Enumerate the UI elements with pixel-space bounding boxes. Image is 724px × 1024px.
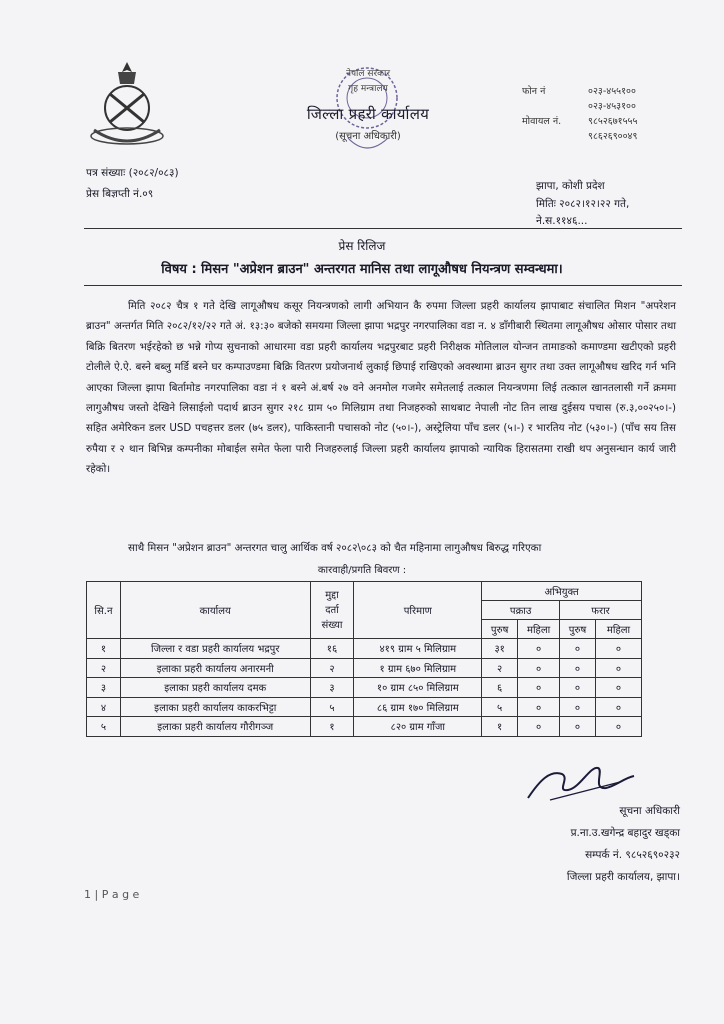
gov-line1: नेपाल सरकार: [345, 69, 391, 79]
date: मितिः २०८२।१२।२२ गते,: [536, 197, 630, 210]
table-row: २ इलाका प्रहरी कार्यालय अनारमनी २ १ ग्राम ६७० मिलिग्राम २ ० ० ०: [87, 658, 642, 678]
office-subtitle: (सूचना अधिकारी): [335, 131, 401, 142]
contact-row: फोन नं ०२३-४५५१००: [522, 86, 636, 97]
signatory-contact: सम्पर्क नं. ९८५२६९०२३२: [585, 849, 680, 861]
body-text: [86, 296, 676, 480]
th-office: कार्यालय: [120, 582, 310, 639]
th-sn: सि.न: [87, 582, 121, 639]
table-caption: कारवाही/प्रगति बिवरण :: [317, 565, 407, 576]
th-male: पुरुष: [482, 620, 518, 639]
table-row: १ जिल्ला र वडा प्रहरी कार्यालय भद्रपुर १६ ४१९ ग्राम ५ मिलिग्राम ३१ ० ० ०: [87, 639, 642, 659]
letter-number: पत्र संख्याः (२०८२/०८३): [86, 167, 179, 179]
press-number: प्रेस बिज्ञप्ती नं.०९: [86, 188, 154, 200]
closing-line: साथै मिसन "अप्रेशन ब्राउन" अन्तरगत चालु आर्थिक वर्ष २०८२\०८३ को चैत महिनामा लागुऔषध बिरुद्ध गरिएका: [128, 542, 542, 554]
th-arrested: पक्राउ: [482, 601, 560, 620]
th-accused: अभियुक्त: [482, 582, 642, 601]
nepal-sambat: ने.स.११४६...: [536, 215, 588, 227]
th-cases: मुद्दा दर्ता संख्या: [310, 582, 354, 639]
location-date: [536, 178, 629, 231]
divider: [84, 285, 682, 286]
page-footer: 1 | P a g e: [84, 888, 140, 901]
signatory-office: जिल्ला प्रहरी कार्यालय, झापा।: [566, 871, 680, 883]
contact-row: ०२३-४५३१००: [588, 101, 636, 112]
table-row: ५ इलाका प्रहरी कार्यालय गौरीगञ्ज १ ८२० ग्राम गाँजा १ ० ० ०: [87, 717, 642, 737]
th-absconding: फरार: [560, 601, 642, 620]
signatory-block: [480, 800, 680, 888]
office-title: जिल्ला प्रहरी कार्यालय: [306, 105, 430, 123]
press-title: प्रेस रिलिज: [338, 239, 386, 253]
th-quantity: परिमाण: [354, 582, 482, 639]
table-row: ३ इलाका प्रहरी कार्यालय दमक ३ १० ग्राम ८५० मिलिग्राम ६ ० ० ०: [87, 678, 642, 698]
body-paragraph: मिति २०८२ चैत्र १ गते देखि लागूऔषध कसूर नियन्त्रणको लागी अभियान कै रुपमा जिल्ला प्रहरी कार्यालय झापाबाट संचालित मिशन "अपरेशन ब्राउन" अन्तर्गत मिति २०८२/१२/२२ गते अं. १३:३० बजेको समयमा जिल्ला झापा भद्रपुर नगरपालिका वडा न. ४ डाँगीबारी स्थितमा लागूऔषध ओसार पोसार तथा बिक्रि बितरण भईरहेको छ भन्ने गोप्य सुचनाको आधारमा वडा प्रहरी कार्यालय भद्रपुरबाट प्रहरी निरीक्षक मोतिलाल योन्जन तामाङको कमाण्डमा खटीएको प्रहरी टोलीले ऐ.ऐ. बस्ने बब्लु मर्डि बस्ने घर कम्पाउण्डमा बिक्रि वितरण प्रयोजनार्थ लुकाई छिपाई राखिएको अवस्थामा ब्राउन सुगर तथा उक्त लागूऔषध खरिद गर्न भनि आएका जिल्ला झापा बिर्तामोड नगरपालिका वडा नं १ बस्ने अं.बर्ष २७ वने अनमोल गजमेर समेतलाई तत्काल नियन्त्रणमा लिई तत्काल खानतलासी गर्ने क्रममा लागुऔषध जस्तो देखिने लिसाईलो पदार्थ ब्राउन सुगर २१८ ग्राम ५० मिलिग्राम तथा निजहरुको साथबाट नेपाली नोट तिन लाख दुईसय पचास (रु.३,००२५०।-) सहित अमेरिकन डलर USD पचहत्तर डलर (७५ डलर), पाकिस्तानी पचासको नोट (५०।-), अस्ट्रेलिया पाँच डलर (५।-) र भारतिय नोट (५३०।-) (पाँच सय तिस रुपैया र २ थान बिभिन्न कम्पनीका मोबाईल समेत फेला पारी निजहरुलाई जिल्ला प्रहरी कार्यालय झापाको न्यायिक हिरासतमा राखी थप अनुसन्धान कार्य जारी रहेको।: [86, 300, 676, 476]
contact-row: ९८६२६९००४९: [588, 131, 638, 142]
signatory-title: सूचना अधिकारी: [619, 805, 680, 817]
contact-block: [522, 84, 637, 144]
progress-table: [86, 581, 642, 737]
signatory-name: प्र.ना.उ.खगेन्द्र बहादुर खड्का: [570, 827, 680, 839]
th-female: महिला: [518, 620, 560, 639]
divider: [84, 228, 682, 229]
table-row: ४ इलाका प्रहरी कार्यालय काकरभिट्टा ५ ८६ ग्राम १७० मिलिग्राम ५ ० ० ०: [87, 697, 642, 717]
gov-line2: गृह मन्त्रालय: [348, 84, 388, 94]
th-female: महिला: [596, 620, 642, 639]
th-male: पुरुष: [560, 620, 596, 639]
police-emblem-seal: [88, 58, 166, 156]
office-header: [268, 66, 468, 142]
letter-meta: [86, 163, 179, 205]
subject-line: विषय : मिसन "अप्रेशन ब्राउन" अन्तरगत मानिस तथा लागूऔषध नियन्त्रण सम्वन्धमा।: [161, 262, 563, 277]
contact-row: मोवायल नं. ९८५२६७१५५५: [522, 116, 638, 127]
location: झापा, कोशी प्रदेश: [536, 180, 605, 192]
